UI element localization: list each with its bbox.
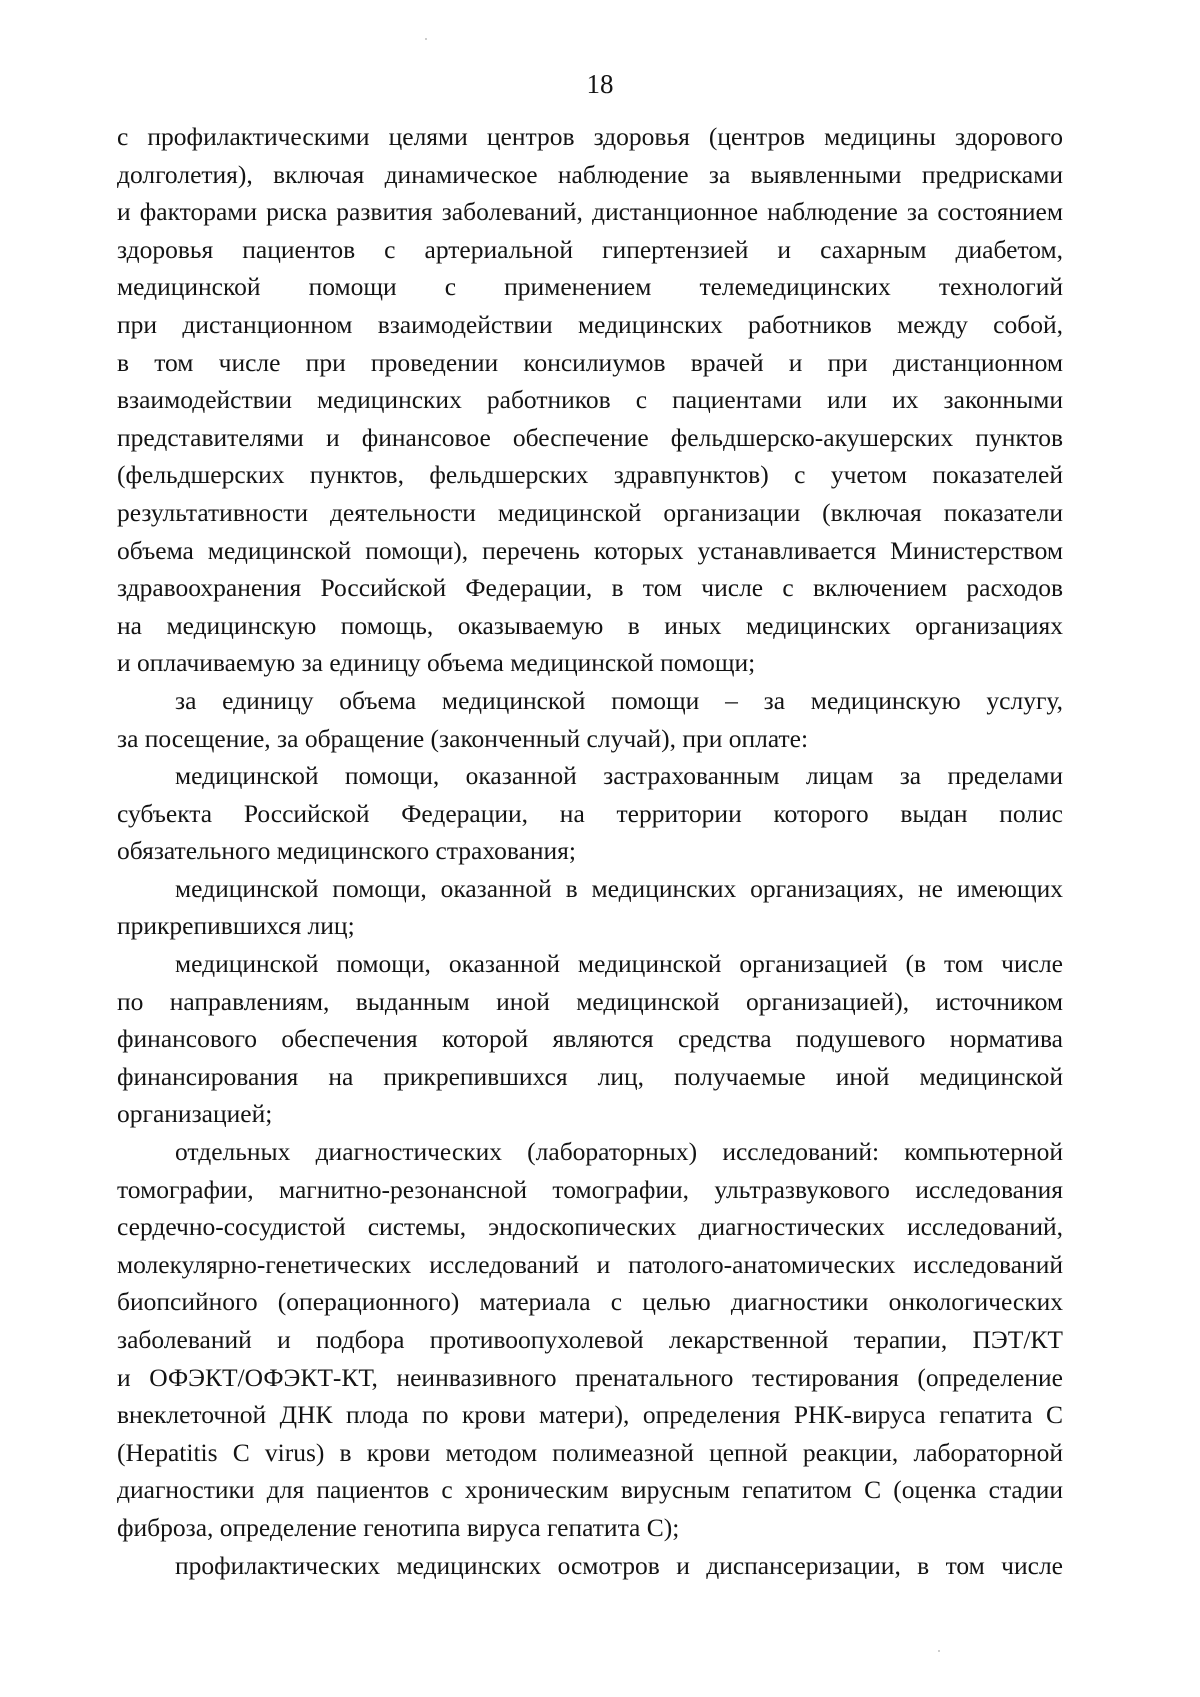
text-line: молекулярно-генетических исследований и патолого-анатомических исследований	[117, 1249, 1063, 1279]
text-line: по направлениям, выданным иной медицинской организацией), источником	[117, 986, 1063, 1016]
text-line: заболеваний и подбора противоопухолевой лекарственной терапии, ПЭТ/КТ	[117, 1325, 1063, 1354]
text-line: представителями и финансовое обеспечение фельдшерско-акушерских пунктов	[117, 422, 1063, 452]
text-line: за единицу объема медицинской помощи – за медицинскую услугу,	[175, 685, 1063, 715]
text-line: томографии, магнитно-резонансной томографии, ультразвукового исследования	[117, 1174, 1063, 1204]
text-line: с профилактическими целями центров здоровья (центров медицины здорового	[117, 122, 1063, 151]
text-line: и факторами риска развития заболеваний, дистанционное наблюдение за состоянием	[117, 197, 1063, 227]
page-number: 18	[586, 69, 614, 99]
text-line: объема медицинской помощи), перечень которых устанавливается Министерством	[117, 535, 1063, 565]
text-line: медицинской помощи, оказанной застрахованным лицам за пределами	[175, 761, 1063, 791]
text-line: обязательного медицинского страхования;	[117, 836, 576, 866]
text-line: (фельдшерских пунктов, фельдшерских здравпунктов) с учетом показателей	[117, 460, 1063, 490]
text-line: финансирования на прикрепившихся лиц, получаемые иной медицинской	[117, 1061, 1063, 1091]
text-line: долголетия), включая динамическое наблюдение за выявленными предрисками	[117, 159, 1063, 189]
text-line: на медицинскую помощь, оказываемую в иных медицинских организациях	[117, 610, 1063, 640]
text-line: диагностики для пациентов с хроническим вирусным гепатитом С (оценка стадии	[117, 1475, 1063, 1505]
text-line: и оплачиваемую за единицу объема медицинской помощи;	[117, 648, 756, 678]
scan-speck	[425, 38, 427, 40]
text-line: медицинской помощи, оказанной в медицинских организациях, не имеющих	[175, 873, 1063, 903]
scan-speck	[938, 1650, 940, 1652]
text-line: здравоохранения Российской Федерации, в том числе с включением расходов	[117, 573, 1063, 603]
text-line: (Hepatitis C virus) в крови методом полимеазной цепной реакции, лабораторной	[117, 1437, 1063, 1467]
text-line: прикрепившихся лиц;	[117, 911, 355, 941]
text-line: результативности деятельности медицинской организации (включая показатели	[117, 497, 1063, 527]
text-line: медицинской помощи, оказанной медицинской организацией (в том числе	[175, 949, 1063, 979]
text-line: при дистанционном взаимодействии медицинских работников между собой,	[117, 309, 1063, 339]
text-line: в том числе при проведении консилиумов врачей и при дистанционном	[117, 347, 1063, 377]
text-line: профилактических медицинских осмотров и диспансеризации, в том числе	[175, 1550, 1063, 1580]
text-line: субъекта Российской Федерации, на территории которого выдан полис	[117, 798, 1063, 828]
body-text	[117, 118, 1063, 1584]
text-line: сердечно-сосудистой системы, эндоскопических диагностических исследований,	[117, 1212, 1063, 1242]
text-line: здоровья пациентов с артериальной гипертензией и сахарным диабетом,	[117, 234, 1063, 264]
text-line: фиброза, определение генотипа вируса гепатита С);	[117, 1512, 680, 1542]
text-line: взаимодействии медицинских работников с пациентами или их законными	[117, 385, 1063, 415]
text-line: финансового обеспечения которой являются средства подушевого норматива	[117, 1024, 1063, 1054]
text-line: внеклеточной ДНК плода по крови матери), определения РНК-вируса гепатита С	[117, 1400, 1063, 1430]
text-line: организацией;	[117, 1099, 273, 1129]
text-line: за посещение, за обращение (законченный случай), при оплате:	[117, 723, 809, 753]
text-line: биопсийного (операционного) материала с целью диагностики онкологических	[117, 1287, 1063, 1317]
text-line: медицинской помощи с применением телемедицинских технологий	[117, 272, 1063, 302]
text-line: отдельных диагностических (лабораторных) исследований: компьютерной	[175, 1137, 1063, 1167]
text-line: и ОФЭКТ/ОФЭКТ-КТ, неинвазивного пренатального тестирования (определение	[117, 1362, 1063, 1392]
